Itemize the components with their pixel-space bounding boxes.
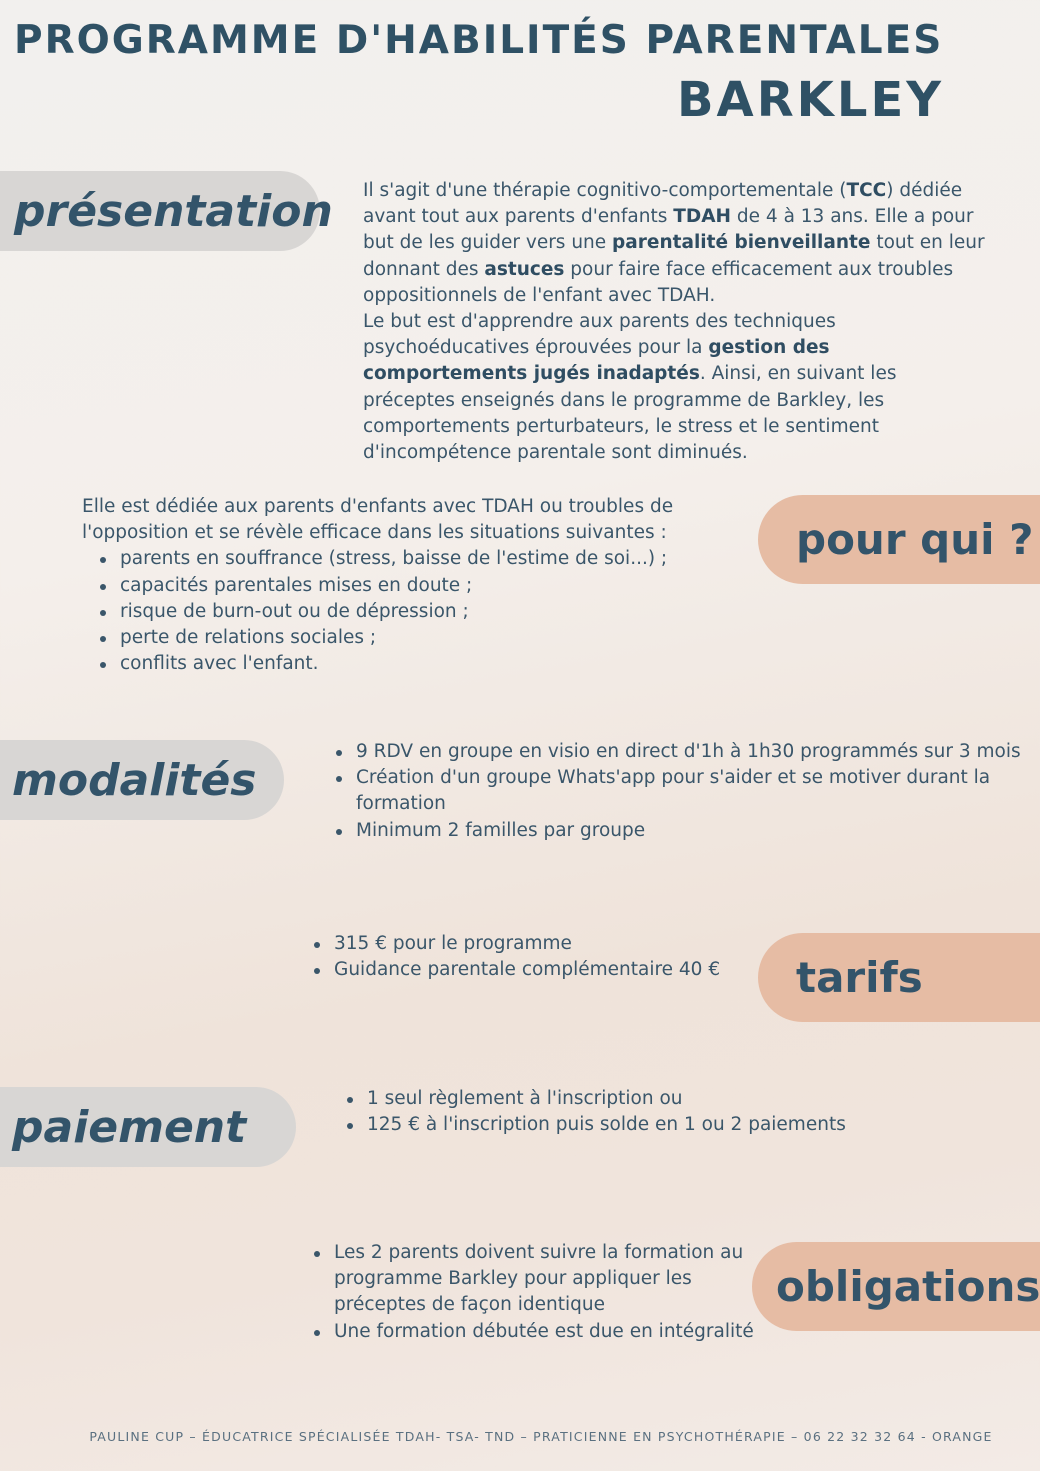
modalites-text — [332, 739, 1022, 844]
section-label-presentation — [0, 171, 333, 251]
bold-run: astuces — [484, 258, 565, 280]
presentation-text — [363, 178, 988, 466]
list-item: Guidance parentale complémentaire 40 € — [310, 957, 750, 983]
tarifs-text — [310, 931, 750, 983]
section-label-tarifs — [758, 933, 1040, 1022]
presentation-label: présentation — [14, 185, 333, 237]
paiement-text — [343, 1086, 863, 1138]
list-item: conflits avec l'enfant. — [96, 651, 702, 677]
pour-qui-text — [82, 494, 702, 677]
obligations-list — [310, 1240, 770, 1345]
obligations-label: obligations — [776, 1262, 1040, 1311]
page-title: PROGRAMME D'HABILITÉS PARENTALES — [14, 18, 944, 63]
bold-run: gestion des comportements jugés inadaptés — [363, 337, 830, 385]
list-item: parents en souffrance (stress, baisse de l'estime de soi...) ; — [96, 546, 702, 572]
page-subtitle: BARKLEY — [676, 72, 944, 128]
text-run: tout en leur donnant des — [363, 232, 985, 280]
bold-run: TDAH — [673, 206, 732, 228]
pour-qui-label: pour qui ? — [796, 515, 1034, 564]
text-run: ) dédiée avant tout aux parents d'enfants — [363, 180, 963, 228]
list-item: Une formation débutée est due en intégralité — [310, 1319, 770, 1345]
text-run: Il s'agit d'une thérapie cognitivo-comportementale ( — [363, 180, 847, 201]
text-run: de 4 à 13 ans. Elle a pour but de les guider vers une — [363, 206, 974, 254]
section-label-pour-qui — [758, 495, 1040, 584]
list-item: risque de burn-out ou de dépression ; — [96, 599, 702, 625]
modalites-label: modalités — [12, 754, 257, 806]
text-run: . Ainsi, en suivant les préceptes enseignés dans le programme de Barkley, les comportements perturbateurs, le stress et le sentiment d'incompétence parentale sont diminués. — [363, 363, 897, 464]
section-label-obligations — [752, 1242, 1040, 1331]
presentation-paragraph-1 — [363, 178, 988, 309]
list-item: Les 2 parents doivent suivre la formation au programme Barkley pour appliquer les préceptes de façon identique — [310, 1240, 770, 1319]
bold-run: TCC — [846, 180, 887, 201]
list-item: perte de relations sociales ; — [96, 625, 702, 651]
pour-qui-list — [96, 546, 702, 677]
list-item: 9 RDV en groupe en visio en direct d'1h à 1h30 programmés sur 3 mois — [332, 739, 1022, 765]
list-item: capacités parentales mises en doute ; — [96, 573, 702, 599]
list-item: Création d'un groupe Whats'app pour s'aider et se motiver durant la formation — [332, 765, 1022, 817]
obligations-text — [310, 1240, 770, 1345]
list-item: Minimum 2 familles par groupe — [332, 818, 1022, 844]
section-label-modalites — [0, 740, 284, 820]
paiement-label: paiement — [12, 1101, 247, 1153]
list-item: 315 € pour le programme — [310, 931, 750, 957]
text-run: Le but est d'apprendre aux parents des techniques psychoéducatives éprouvées pour la — [363, 311, 836, 359]
paiement-list — [343, 1086, 863, 1138]
tarifs-label: tarifs — [796, 953, 923, 1002]
presentation-paragraph-2 — [363, 309, 988, 466]
footer-contact: PAULINE CUP – ÉDUCATRICE SPÉCIALISÉE TDAH- TSA- TND – PRATICIENNE EN PSYCHOTHÉRAPIE – 06 22 32 32 64 - ORANGE — [89, 1429, 993, 1444]
modalites-list — [332, 739, 1022, 844]
bold-run: parentalité bienveillante — [612, 232, 871, 254]
pour-qui-intro: Elle est dédiée aux parents d'enfants avec TDAH ou troubles de l'opposition et se révèle efficace dans les situations suivantes : — [82, 496, 674, 544]
text-run: pour faire face efficacement aux troubles oppositionnels de l'enfant avec TDAH. — [363, 258, 954, 306]
section-label-paiement — [0, 1087, 296, 1167]
tarifs-list — [310, 931, 750, 983]
list-item: 1 seul règlement à l'inscription ou — [343, 1086, 863, 1112]
list-item: 125 € à l'inscription puis solde en 1 ou 2 paiements — [343, 1112, 863, 1138]
